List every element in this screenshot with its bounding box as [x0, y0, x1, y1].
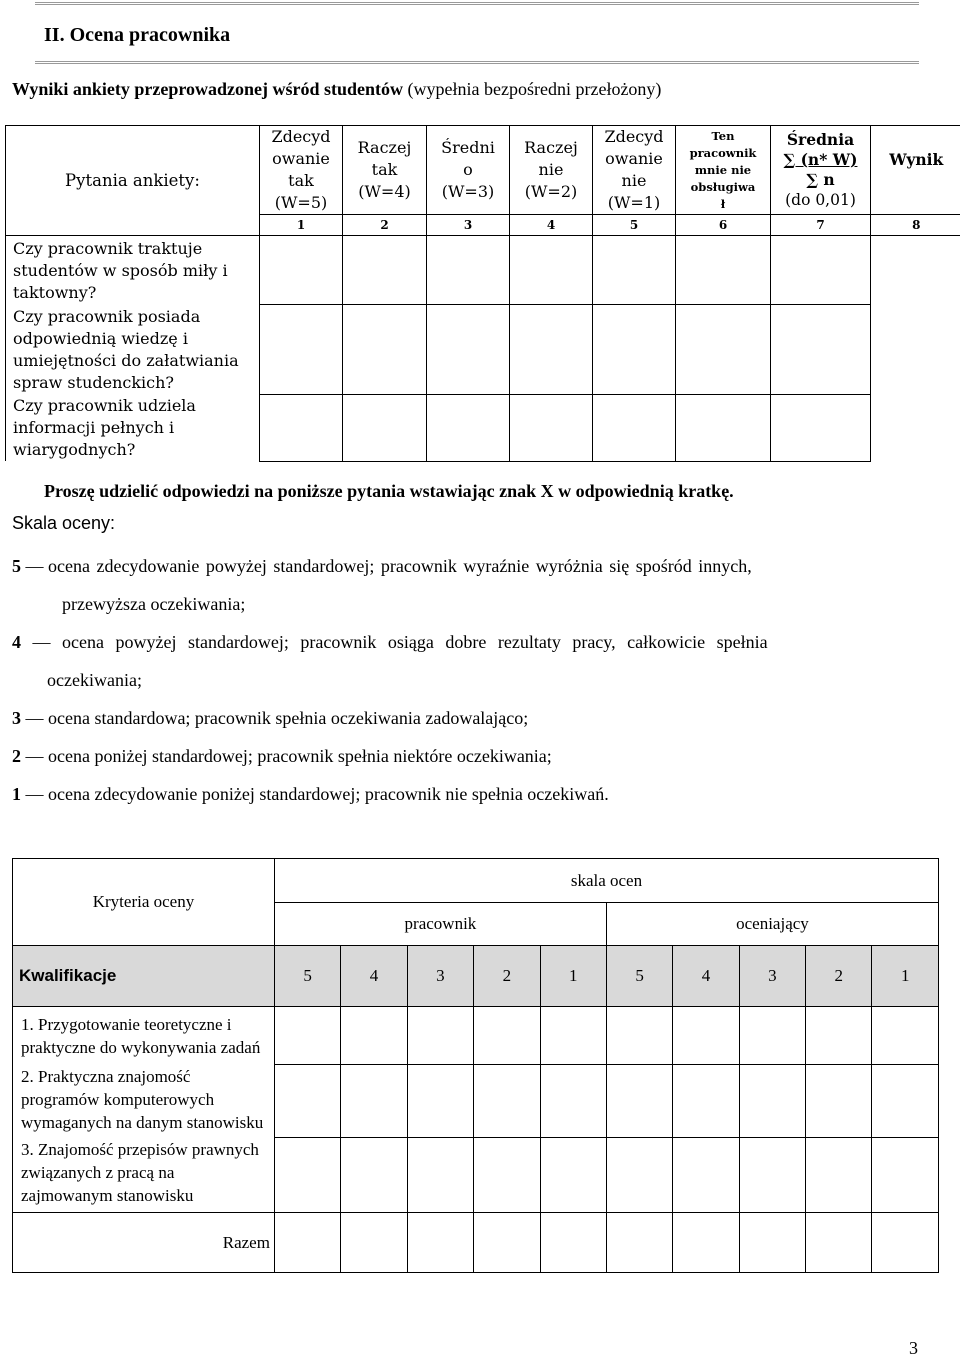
col-number-6: 6: [676, 215, 771, 236]
score-evaluator-2: 2: [806, 946, 872, 1007]
col-header-strongly-yes: Zdecyd owanie tak (W=5): [260, 126, 343, 215]
answer-cell[interactable]: [427, 236, 510, 305]
top-rule: [35, 2, 919, 5]
answer-cell[interactable]: [510, 394, 593, 461]
scale-label: Skala oceny:: [12, 513, 116, 533]
answer-cell[interactable]: [593, 236, 676, 305]
score-cell[interactable]: [739, 1007, 805, 1065]
score-employee-1: 1: [540, 946, 606, 1007]
qualifications-label: Kwalifikacje: [13, 946, 275, 1007]
score-cell[interactable]: [341, 1007, 407, 1065]
score-cell[interactable]: [474, 1007, 540, 1065]
evaluator-header: oceniający: [606, 903, 938, 946]
col-header-rather-no: Raczej nie (W=2): [510, 126, 593, 215]
score-cell[interactable]: [872, 1007, 939, 1065]
score-cell[interactable]: [806, 1065, 872, 1138]
total-cell[interactable]: [739, 1213, 805, 1273]
score-cell[interactable]: [540, 1065, 606, 1138]
average-cell[interactable]: [771, 394, 871, 461]
score-cell[interactable]: [606, 1138, 672, 1213]
average-cell[interactable]: [771, 304, 871, 394]
score-evaluator-4: 4: [673, 946, 739, 1007]
survey-title-bold: Wyniki ankiety przeprowadzonej wśród studentów: [12, 79, 404, 99]
score-cell[interactable]: [673, 1007, 739, 1065]
total-cell[interactable]: [407, 1213, 473, 1273]
criteria-table: [12, 858, 939, 1273]
score-evaluator-5: 5: [606, 946, 672, 1007]
question-3: Czy pracownik udziela informacji pełnych i wiarygodnych?: [6, 394, 260, 461]
total-cell[interactable]: [872, 1213, 939, 1273]
answer-cell[interactable]: [427, 304, 510, 394]
total-cell[interactable]: [341, 1213, 407, 1273]
score-cell[interactable]: [606, 1007, 672, 1065]
table-row: [13, 1213, 939, 1273]
score-cell[interactable]: [407, 1138, 473, 1213]
score-cell[interactable]: [606, 1065, 672, 1138]
instructions: Proszę udzielić odpowiedzi na poniższe pytania wstawiając znak X w odpowiednią kratkę.: [44, 481, 734, 501]
employee-header: pracownik: [274, 903, 606, 946]
criteria-item-1: 1. Przygotowanie teoretyczne i praktyczne do wykonywania zadań: [13, 1007, 275, 1065]
score-cell[interactable]: [474, 1065, 540, 1138]
score-cell[interactable]: [274, 1007, 340, 1065]
table-row: [6, 236, 960, 305]
total-cell[interactable]: [806, 1213, 872, 1273]
total-cell[interactable]: [606, 1213, 672, 1273]
score-employee-4: 4: [341, 946, 407, 1007]
scale-item-3: 3 — ocena standardowa; pracownik spełnia oczekiwania zadowalająco;: [12, 708, 529, 728]
question-2: Czy pracownik posiada odpowiednią wiedzę i umiejętności do załatwiania spraw studenckich?: [6, 304, 260, 394]
score-cell[interactable]: [872, 1065, 939, 1138]
col-number-5: 5: [593, 215, 676, 236]
table-row: [13, 1138, 939, 1213]
section-title: II. Ocena pracownika: [44, 24, 231, 46]
col-header-neutral: Średni o (W=3): [427, 126, 510, 215]
table-row: [13, 1065, 939, 1138]
table-row: [6, 304, 960, 394]
answer-cell[interactable]: [510, 236, 593, 305]
page-number: 3: [909, 1338, 918, 1358]
score-cell[interactable]: [673, 1138, 739, 1213]
section-rule: [35, 61, 919, 64]
score-cell[interactable]: [274, 1138, 340, 1213]
score-evaluator-1: 1: [872, 946, 939, 1007]
score-employee-3: 3: [407, 946, 473, 1007]
score-evaluator-3: 3: [739, 946, 805, 1007]
scale-item-1: 1 — ocena zdecydowanie poniżej standardowej; pracownik nie spełnia oczekiwań.: [12, 784, 609, 804]
criteria-item-3: 3. Znajomość przepisów prawnych związanych z pracą na zajmowanym stanowisku: [13, 1138, 275, 1213]
col-header-average: Średnia ∑ (n* W) ∑ n (do 0,01): [771, 126, 871, 215]
answer-cell[interactable]: [260, 236, 343, 305]
col-header-not-served: Ten pracownik mnie nie obsługiwa ł: [676, 126, 771, 215]
col-number-8: 8: [871, 215, 960, 236]
answer-cell[interactable]: [343, 236, 427, 305]
total-cell[interactable]: [673, 1213, 739, 1273]
average-cell[interactable]: [771, 236, 871, 305]
score-cell[interactable]: [739, 1065, 805, 1138]
survey-table: [5, 125, 960, 462]
scale-item-4: 4 — ocena powyżej standardowej; pracownik osiąga dobre rezultaty pracy, całkowicie spełnia: [12, 632, 768, 652]
score-cell[interactable]: [806, 1007, 872, 1065]
questions-header: Pytania ankiety:: [6, 126, 260, 236]
criteria-header: Kryteria oceny: [13, 859, 275, 946]
scale-item-2: 2 — ocena poniżej standardowej; pracownik spełnia niektóre oczekiwania;: [12, 746, 552, 766]
score-cell[interactable]: [474, 1138, 540, 1213]
score-cell[interactable]: [806, 1138, 872, 1213]
score-employee-2: 2: [474, 946, 540, 1007]
table-row: [6, 394, 960, 461]
answer-cell[interactable]: [593, 304, 676, 394]
col-header-rather-yes: Raczej tak (W=4): [343, 126, 427, 215]
answer-cell[interactable]: [510, 304, 593, 394]
score-employee-5: 5: [274, 946, 340, 1007]
scale-header: skala ocen: [274, 859, 938, 903]
scale-item-5: 5 — ocena zdecydowanie powyżej standardowej; pracownik wyraźnie wyróżnia się spośród innych,: [12, 556, 752, 576]
answer-cell[interactable]: [343, 394, 427, 461]
result-cell: [871, 394, 960, 461]
answer-cell[interactable]: [343, 304, 427, 394]
col-number-3: 3: [427, 215, 510, 236]
answer-cell[interactable]: [676, 304, 771, 394]
score-cell[interactable]: [739, 1138, 805, 1213]
col-header-result: Wynik: [871, 126, 960, 215]
result-cell: [871, 304, 960, 394]
col-number-4: 4: [510, 215, 593, 236]
answer-cell[interactable]: [427, 394, 510, 461]
answer-cell[interactable]: [676, 394, 771, 461]
table-row: [13, 1007, 939, 1065]
total-cell[interactable]: [540, 1213, 606, 1273]
score-cell[interactable]: [407, 1007, 473, 1065]
total-label: Razem: [209, 1213, 274, 1273]
col-header-strongly-no: Zdecyd owanie nie (W=1): [593, 126, 676, 215]
score-cell[interactable]: [872, 1138, 939, 1213]
result-cell: [871, 236, 960, 305]
answer-cell[interactable]: [593, 394, 676, 461]
score-cell[interactable]: [673, 1065, 739, 1138]
score-cell[interactable]: [540, 1007, 606, 1065]
answer-cell[interactable]: [676, 236, 771, 305]
question-1: Czy pracownik traktuje studentów w sposób miły i taktowny?: [6, 236, 260, 305]
answer-cell[interactable]: [260, 304, 343, 394]
col-number-7: 7: [771, 215, 871, 236]
total-cell[interactable]: [474, 1213, 540, 1273]
score-cell[interactable]: [540, 1138, 606, 1213]
score-cell[interactable]: [341, 1065, 407, 1138]
scale-item-5-cont: przewyższa oczekiwania;: [62, 594, 246, 614]
criteria-item-2: 2. Praktyczna znajomość programów komputerowych wymaganych na danym stanowisku: [13, 1065, 275, 1138]
survey-title-note: (wypełnia bezpośredni przełożony): [407, 79, 662, 99]
col-number-2: 2: [343, 215, 427, 236]
survey-title: [12, 79, 661, 100]
score-cell[interactable]: [274, 1065, 340, 1138]
total-spacer: [13, 1213, 210, 1273]
total-cell[interactable]: [274, 1213, 340, 1273]
score-cell[interactable]: [407, 1065, 473, 1138]
score-cell[interactable]: [341, 1138, 407, 1213]
scale-item-4-cont: oczekiwania;: [47, 670, 142, 690]
col-number-1: 1: [260, 215, 343, 236]
answer-cell[interactable]: [260, 394, 343, 461]
